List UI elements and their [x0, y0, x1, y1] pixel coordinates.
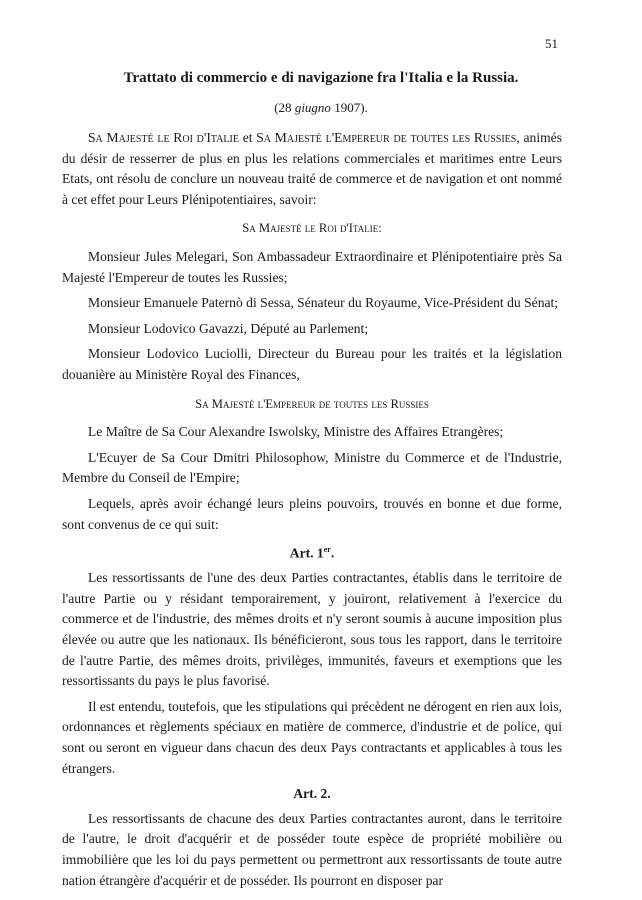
preamble-text-1: et [238, 130, 257, 145]
lequels-paragraph: Lequels, après avoir échangé leurs pleins pouvoirs, trouvés en bonne et due forme, sont convenus de ce qui suit: [62, 495, 562, 532]
plenipotentiary-italy-1: Monsieur Jules Melegari, Son Ambassadeur Extraordinaire et Plénipotentiaire près Sa Majesté l'Empereur de toutes les Russies; [62, 248, 562, 285]
article-2-paragraph-1: Les ressortissants de chacune des deux Parties contractantes auront, dans le territoire de l'autre, le droit d'acquérir et de posséder toute espèce de propriété mobilière ou immobilière que les loi du pays permettent ou permettront aux ressortissants de toute autre nation étrangère d'acquérir et de posséder. Ils pourront en disposer par [62, 810, 562, 888]
article-1-sup: er [323, 545, 331, 555]
date-open: (28 [274, 100, 295, 115]
date-month: giugno [294, 100, 331, 115]
plenipotentiary-italy-4: Monsieur Lodovico Luciolli, Directeur du Bureau pour les traités et la législation douanière au Ministère Royal des Finances, [62, 346, 562, 382]
article-1-label-end: . [330, 545, 335, 561]
document-body [62, 128, 562, 896]
preamble-paragraph [62, 128, 562, 210]
article-2-heading: Art. 2. [293, 786, 331, 802]
document-title: Trattato di commercio e di navigazione fra l'Italia e la Russia. [123, 70, 519, 86]
article-1-heading [62, 540, 562, 564]
plenipotentiary-italy-3: Monsieur Lodovico Gavazzi, Député au Parlement; [88, 320, 369, 336]
plenipotentiary-italy-2: Monsieur Emanuele Paternò di Sessa, Sénateur du Royaume, Vice-Président du Sénat; [88, 295, 559, 311]
preamble-sovereign-italy: Sa Majesté le Roi d'Italie [88, 130, 239, 145]
treaty-date [0, 100, 642, 116]
article-1-paragraph-2: Il est entendu, toutefois, que les stipulations qui précèdent ne dérogent en rien aux lois, ordonnances et règlements spéciaux en matière de commerce, d'industrie et de police, qui sont ou seront en vigueur dans chacun des deux Pays contractants et applicables à tous les étrangers. [62, 698, 562, 776]
heading-russia: Sa Majesté l'Empereur de toutes les Russies [195, 396, 429, 411]
heading-italy: Sa Majesté le Roi d'Italie: [242, 221, 382, 236]
plenipotentiary-russia-1: Le Maître de Sa Cour Alexandre Iswolsky, Ministre des Affaires Etrangères; [88, 424, 504, 440]
preamble-text-2: , animés du désir de resserrer de plus en plus les relations commerciales et maritimes entre Leurs Etats, ont résolu de conclure un nouveau traité de commerce et de navigation et ont nommé à cet effet pour Leurs Plénipotentiaires, savoir: [62, 130, 562, 207]
plenipotentiary-russia-2: L'Ecuyer de Sa Cour Dmitri Philosophow, Ministre du Commerce et de l'Industrie, Membre du Conseil de l'Empire; [62, 449, 562, 486]
date-close: 1907). [330, 100, 368, 115]
preamble-sovereign-russia: Sa Majesté l'Empereur de toutes les Russies [256, 130, 517, 145]
article-1-label: Art. 1 [289, 545, 324, 561]
article-1-paragraph-1: Les ressortissants de l'une des deux Parties contractantes, établis dans le territoire de l'autre Partie ou y résidant temporairement, y jouiront, relativement à l'exercice du commerce et de l'industrie, des mêmes droits et n'y seront soumis à aucune imposition plus élevée ou autre que les nationaux. Ils bénéficieront, sous tous les rapport, dans le territoire de l'autre Partie, des mêmes droits, privilèges, immunités, faveurs et exemptions que les ressortissants du pays le plus favorisé. [62, 570, 562, 689]
page-number: 51 [545, 36, 558, 51]
